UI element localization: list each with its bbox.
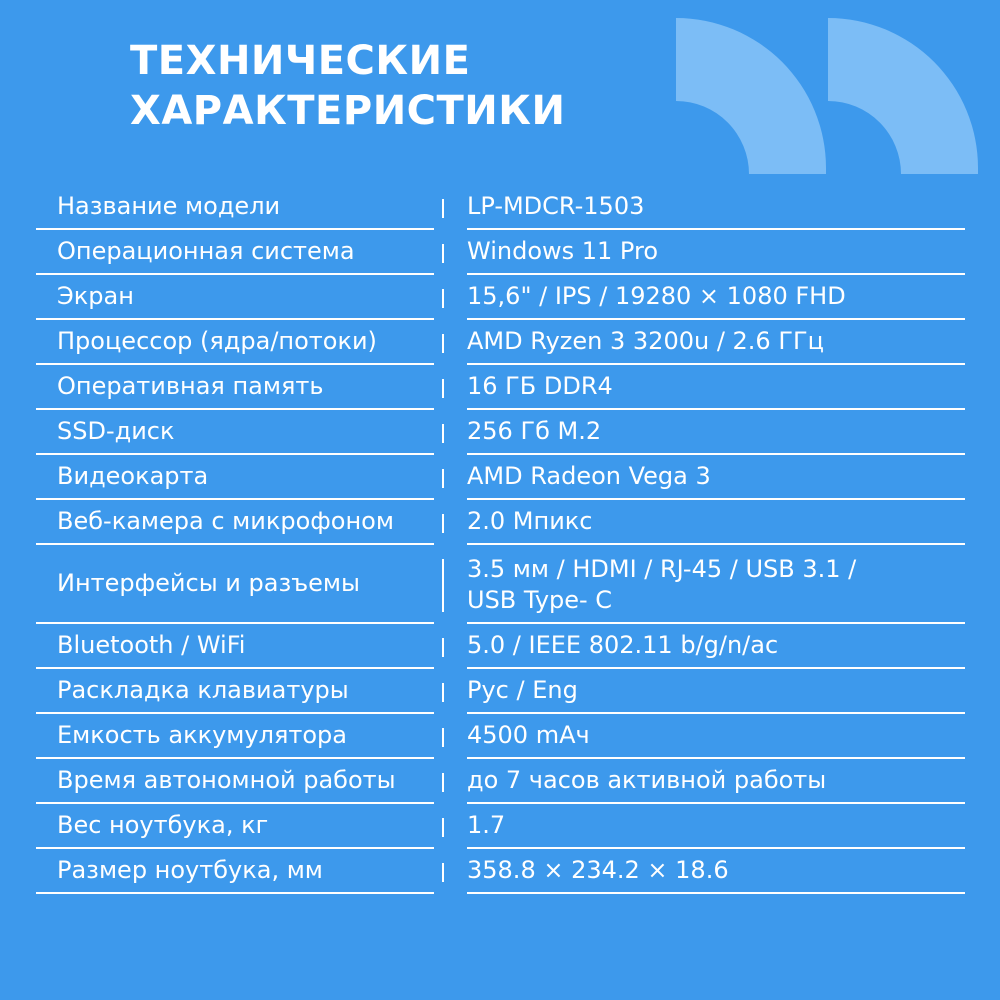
spec-value-line-2: USB Type- C [467, 585, 613, 614]
spec-name: Время автономной работы [36, 759, 434, 804]
spec-value: LP-MDCR-1503 [467, 185, 965, 230]
spec-row-ports [36, 545, 965, 624]
page-title-line-1: ТЕХНИЧЕСКИЕ [130, 38, 471, 84]
column-divider [434, 365, 467, 410]
column-divider [434, 410, 467, 455]
spec-name: Вес ноутбука, кг [36, 804, 434, 849]
spec-name: SSD-диск [36, 410, 434, 455]
spec-name: Емкость аккумулятора [36, 714, 434, 759]
spec-value: 1.7 [467, 804, 965, 849]
spec-row-battery-life [36, 759, 965, 804]
spec-name: Оперативная память [36, 365, 434, 410]
spec-row-battery [36, 714, 965, 759]
spec-value: Рус / Eng [467, 669, 965, 714]
spec-value-line-1: 3.5 мм / HDMI / RJ-45 / USB 3.1 / [467, 554, 857, 583]
column-divider [434, 849, 467, 894]
column-divider [434, 230, 467, 275]
spec-value: AMD Radeon Vega 3 [467, 455, 965, 500]
spec-name: Интерфейсы и разъемы [36, 545, 434, 624]
spec-name: Размер ноутбука, мм [36, 849, 434, 894]
column-divider [434, 275, 467, 320]
spec-row-weight [36, 804, 965, 849]
spec-row-cpu [36, 320, 965, 365]
spec-value: 2.0 Мпикс [467, 500, 965, 545]
spec-row-screen [36, 275, 965, 320]
spec-value: 16 ГБ DDR4 [467, 365, 965, 410]
column-divider [434, 185, 467, 230]
spec-row-wireless [36, 624, 965, 669]
spec-name: Bluetooth / WiFi [36, 624, 434, 669]
column-divider [434, 759, 467, 804]
spec-row-ssd [36, 410, 965, 455]
spec-value: Windows 11 Pro [467, 230, 965, 275]
column-divider [434, 804, 467, 849]
spec-name: Веб-камера с микрофоном [36, 500, 434, 545]
spec-value: 256 Гб М.2 [467, 410, 965, 455]
spec-value: 358.8 × 234.2 × 18.6 [467, 849, 965, 894]
spec-row-model [36, 185, 965, 230]
spec-value [467, 545, 965, 624]
column-divider [434, 545, 467, 624]
spec-value: до 7 часов активной работы [467, 759, 965, 804]
column-divider [434, 714, 467, 759]
spec-value: 15,6" / IPS / 19280 × 1080 FHD [467, 275, 965, 320]
column-divider [434, 455, 467, 500]
page-title [130, 36, 565, 136]
spec-row-gpu [36, 455, 965, 500]
spec-table [36, 185, 965, 894]
spec-name: Операционная система [36, 230, 434, 275]
spec-row-os [36, 230, 965, 275]
column-divider [434, 669, 467, 714]
spec-value: 5.0 / IEEE 802.11 b/g/n/ac [467, 624, 965, 669]
column-divider [434, 624, 467, 669]
column-divider [434, 500, 467, 545]
spec-row-ram [36, 365, 965, 410]
column-divider [434, 320, 467, 365]
spec-name: Раскладка клавиатуры [36, 669, 434, 714]
spec-value: AMD Ryzen 3 3200u / 2.6 ГГц [467, 320, 965, 365]
page-title-line-2: ХАРАКТЕРИСТИКИ [130, 88, 566, 134]
spec-row-webcam [36, 500, 965, 545]
spec-value: 4500 mAч [467, 714, 965, 759]
spec-name: Экран [36, 275, 434, 320]
spec-name: Процессор (ядра/потоки) [36, 320, 434, 365]
spec-row-keyboard [36, 669, 965, 714]
spec-row-dimensions [36, 849, 965, 894]
spec-name: Видеокарта [36, 455, 434, 500]
spec-name: Название модели [36, 185, 434, 230]
